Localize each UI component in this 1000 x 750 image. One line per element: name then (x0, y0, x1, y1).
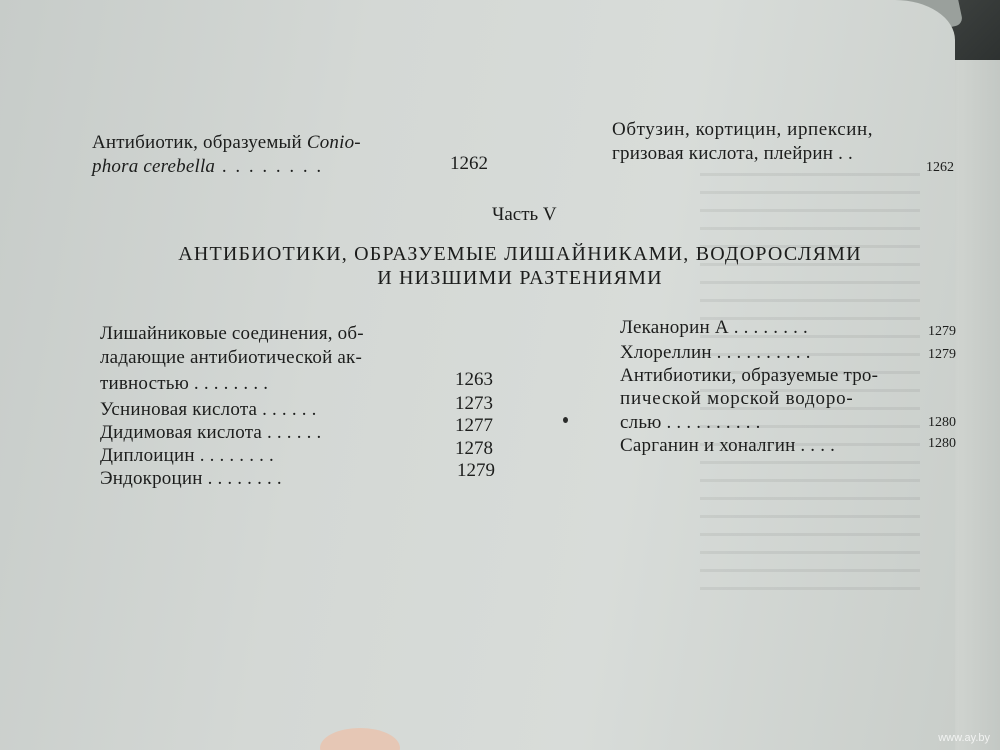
toc-entry-conio-line2 (92, 155, 323, 178)
page-number: 1263 (455, 369, 493, 390)
page-number: 1279 (928, 347, 956, 362)
toc-entry-chlorellin: Хлореллин . . . . . . . . . . (620, 342, 811, 363)
section-title-line1: АНТИБИОТИКИ, ОБРАЗУЕМЫЕ ЛИШАЙНИКАМИ, ВОДОРОСЛЯМИ (178, 243, 862, 265)
page-number: 1273 (455, 393, 493, 414)
page-number: 1280 (928, 436, 956, 451)
page-number: 1278 (455, 438, 493, 459)
toc-entry-lichen-line3: тивностью . . . . . . . . (100, 373, 269, 394)
page-number: 1279 (457, 460, 495, 481)
toc-entry-marine-line2: пической морской водоро- (620, 388, 854, 409)
watermark: www.ay.by (938, 732, 990, 744)
toc-entry-diploicin: Диплоицин . . . . . . . . (100, 445, 274, 466)
toc-entry-lecanorin: Леканорин А . . . . . . . . (620, 317, 808, 338)
toc-entry-lichen-line2: ладающие антибиотической ак- (100, 347, 362, 368)
toc-entry-lichen-line1: Лишайниковые соединения, об- (100, 323, 364, 344)
toc-entry-marine-line3: слью . . . . . . . . . . (620, 412, 761, 433)
leader-dots: . . . . . . . . (215, 156, 324, 177)
toc-entry-obtuzin-line2: гризовая кислота, плейрин . . (612, 143, 853, 164)
page-number: 1262 (926, 160, 954, 175)
toc-entry-usnic-acid: Усниновая кислота . . . . . . (100, 399, 317, 420)
part-title: Часть V (492, 204, 557, 225)
ink-spot (563, 417, 568, 423)
entry-text: Антибиотик, образуемый (92, 132, 307, 153)
toc-entry-didymic-acid: Дидимовая кислота . . . . . . (100, 422, 322, 443)
entry-italic: Conio- (306, 132, 361, 153)
entry-italic: phora cerebella (92, 156, 216, 177)
toc-entry-sarganin: Сарганин и хоналгин . . . . (620, 435, 836, 456)
section-title (120, 242, 920, 290)
toc-entry-marine-line1: Антибиотики, образуемые тро- (620, 365, 879, 386)
toc-entry-endocrocin: Эндокроцин . . . . . . . . (100, 468, 282, 489)
page-number: 1279 (928, 324, 956, 339)
page-number: 1280 (928, 415, 956, 430)
section-title-line2: И НИЗШИМИ РАЗТЕНИЯМИ (377, 267, 663, 289)
toc-entry-obtuzin-line1: Обтузин, кортицин, ирпексин, (612, 119, 874, 140)
page-number: 1277 (455, 415, 493, 436)
page-number: 1262 (450, 153, 488, 174)
toc-entry-conio-line1 (92, 131, 361, 154)
